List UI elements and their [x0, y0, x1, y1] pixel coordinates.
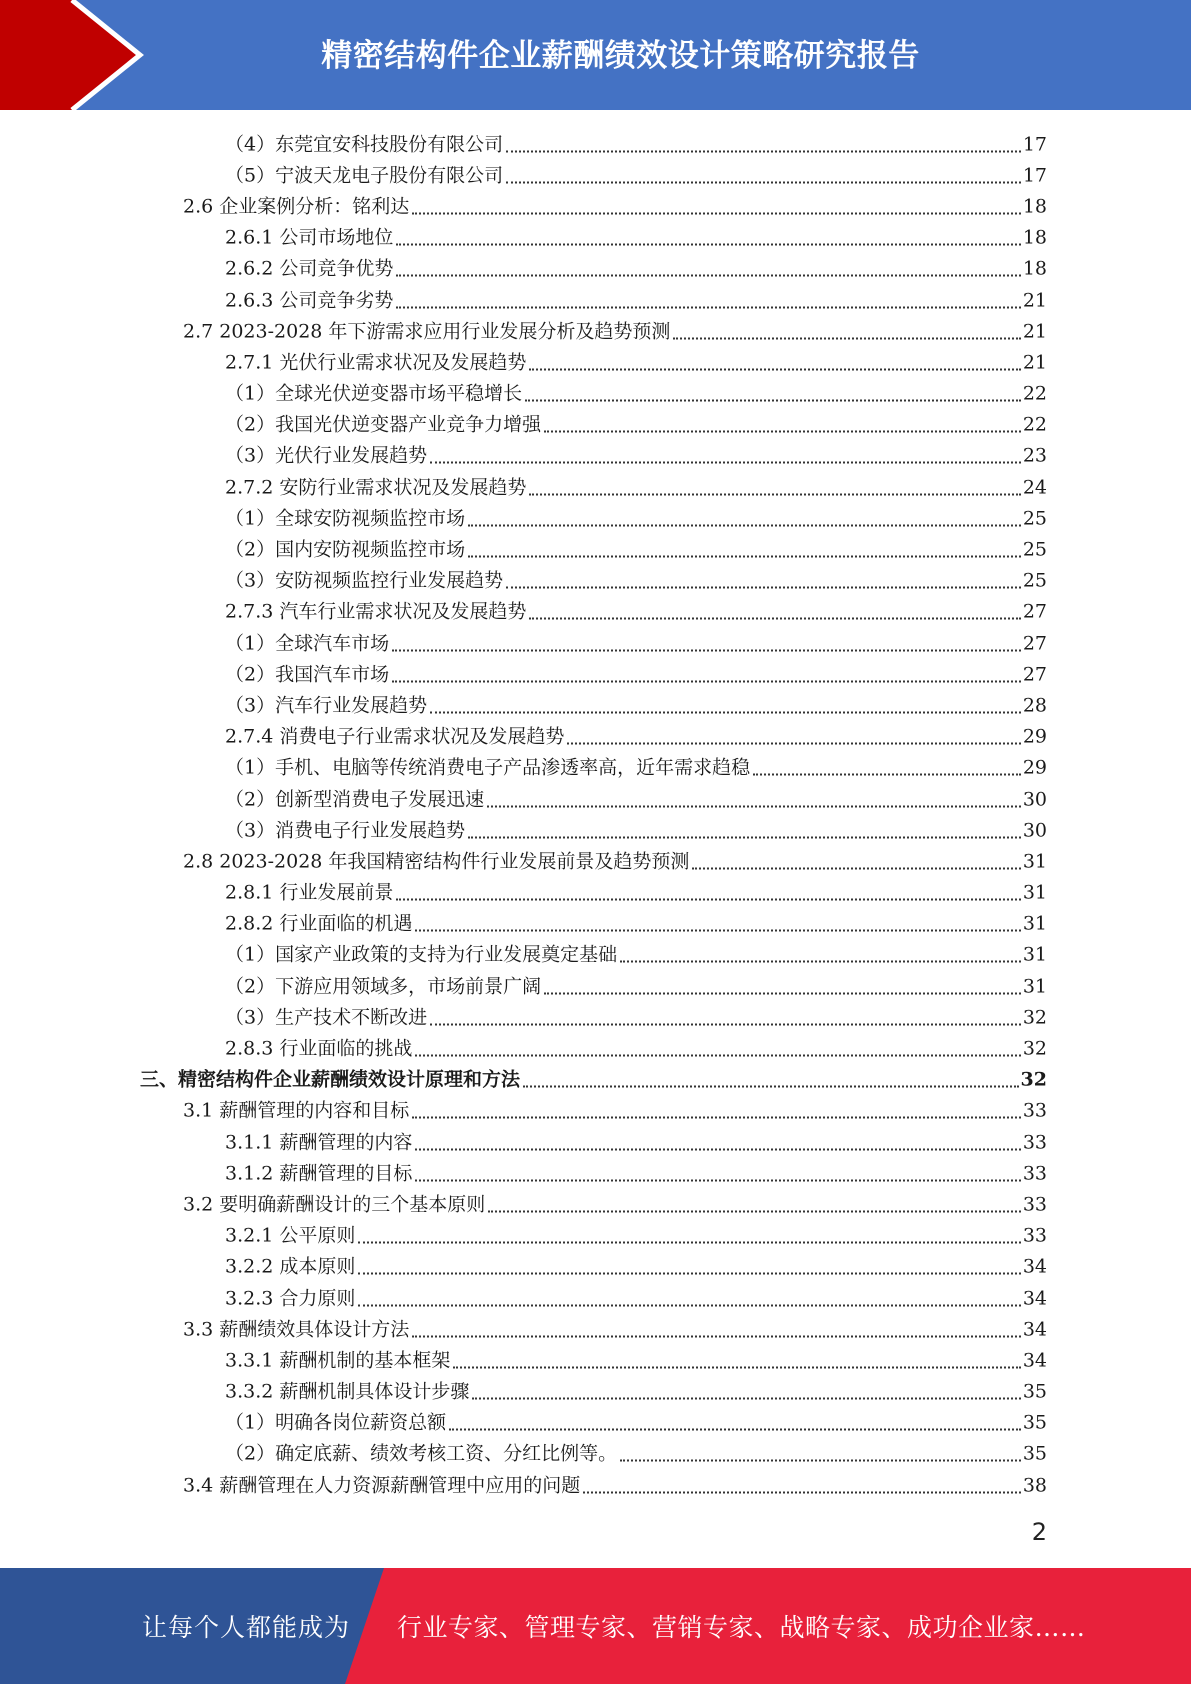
toc-entry-content: [225, 379, 1047, 406]
toc-entry-title: 2.7.3 汽车行业需求状况及发展趋势: [225, 600, 527, 623]
toc-entry-page: 33: [1022, 1099, 1047, 1122]
toc-entry[interactable]: [0, 470, 1191, 501]
toc-entry-content: [225, 753, 1047, 780]
toc-dot-leader: [430, 462, 1021, 464]
toc-entry[interactable]: [0, 938, 1191, 969]
toc-dot-leader: [472, 1398, 1020, 1400]
toc-entry[interactable]: [0, 751, 1191, 782]
toc-entry-content: [225, 1002, 1047, 1029]
toc-entry-page: 32: [1022, 1006, 1047, 1029]
toc-entry-title: （5）宁波天龙电子股份有限公司: [225, 164, 504, 187]
toc-entry-content: [225, 535, 1047, 562]
toc-entry-title: 3.4 薪酬管理在人力资源薪酬管理中应用的问题: [183, 1474, 581, 1497]
toc-entry-page: 30: [1022, 788, 1047, 811]
toc-entry[interactable]: [0, 1187, 1191, 1218]
toc-entry-content: [225, 878, 1047, 905]
toc-entry-page: 27: [1022, 600, 1047, 623]
toc-entry[interactable]: [0, 283, 1191, 314]
toc-entry-title: 3.1.2 薪酬管理的目标: [225, 1162, 413, 1185]
toc-entry[interactable]: [0, 252, 1191, 283]
toc-entry[interactable]: [0, 1031, 1191, 1062]
toc-dot-leader: [415, 1179, 1020, 1181]
toc-dot-leader: [396, 306, 1020, 308]
toc-entry-title: （2）确定底薪、绩效考核工资、分红比例等。: [225, 1442, 618, 1465]
toc-entry[interactable]: [0, 876, 1191, 907]
toc-entry-content: [225, 566, 1047, 593]
toc-dot-leader: [358, 1273, 1020, 1275]
toc-entry-title: （2）我国光伏逆变器产业竞争力增强: [225, 413, 542, 436]
toc-entry-content: [225, 1034, 1047, 1061]
toc-entry-page: 17: [1022, 164, 1047, 187]
toc-entry-page: 24: [1022, 476, 1047, 499]
toc-entry-page: 21: [1022, 289, 1047, 312]
toc-dot-leader: [412, 1117, 1021, 1119]
toc-dot-leader: [396, 244, 1020, 246]
toc-entry-content: [183, 846, 1047, 873]
toc-entry-title: 2.7 2023-2028 年下游需求应用行业发展分析及趋势预测: [183, 320, 671, 343]
toc-entry-page: 23: [1022, 444, 1047, 467]
toc-dot-leader: [523, 1086, 1019, 1088]
toc-entry[interactable]: [0, 377, 1191, 408]
page-header: [0, 0, 1191, 110]
toc-entry-content: [225, 597, 1047, 624]
toc-entry-content: [225, 1283, 1047, 1310]
toc-dot-leader: [358, 1304, 1020, 1306]
toc-dot-leader: [620, 1460, 1021, 1462]
toc-entry[interactable]: [0, 1281, 1191, 1312]
toc-entry-title: 2.6.2 公司竞争优势: [225, 257, 394, 280]
toc-dot-leader: [529, 493, 1020, 495]
toc-entry-content: [183, 1189, 1047, 1216]
toc-entry-content: [183, 1096, 1047, 1123]
toc-dot-leader: [468, 524, 1021, 526]
toc-entry-title: 2.8.3 行业面临的挑战: [225, 1037, 413, 1060]
toc-entry-title: （2）我国汽车市场: [225, 663, 390, 686]
page-footer: [0, 1568, 1191, 1684]
toc-entry-title: （1）手机、电脑等传统消费电子产品渗透率高，近年需求趋稳: [225, 756, 751, 779]
toc-dot-leader: [506, 150, 1021, 152]
toc-entry-content: [225, 1439, 1047, 1466]
toc-entry-page: 29: [1022, 756, 1047, 779]
toc-entry[interactable]: [0, 907, 1191, 938]
toc-entry-content: [225, 503, 1047, 530]
toc-dot-leader: [412, 212, 1021, 214]
toc-entry-title: （2）下游应用领域多，市场前景广阔: [225, 975, 542, 998]
toc-entry[interactable]: [0, 1437, 1191, 1468]
toc-entry-title: 2.6.1 公司市场地位: [225, 226, 394, 249]
toc-entry-title: （3）消费电子行业发展趋势: [225, 819, 466, 842]
toc-entry-page: 33: [1022, 1162, 1047, 1185]
toc-entry-title: （1）全球安防视频监控市场: [225, 507, 466, 530]
toc-entry-content: [225, 690, 1047, 717]
toc-dot-leader: [358, 1242, 1020, 1244]
toc-entry-page: 25: [1022, 569, 1047, 592]
toc-dot-leader: [468, 836, 1021, 838]
toc-entry-title: （3）安防视频监控行业发展趋势: [225, 569, 504, 592]
toc-entry[interactable]: [0, 595, 1191, 626]
toc-entry-content: [140, 1065, 1047, 1092]
toc-entry-page: 25: [1022, 538, 1047, 561]
toc-entry-content: [225, 441, 1047, 468]
toc-dot-leader: [488, 1210, 1021, 1212]
toc-dot-leader: [453, 1366, 1020, 1368]
toc-entry-page: 18: [1022, 226, 1047, 249]
toc-dot-leader: [449, 1429, 1021, 1431]
toc-entry-page: 34: [1022, 1255, 1047, 1278]
toc-entry-title: （1）全球光伏逆变器市场平稳增长: [225, 382, 523, 405]
toc-entry-content: [225, 909, 1047, 936]
toc-entry-content: [183, 1314, 1047, 1341]
toc-dot-leader: [620, 961, 1021, 963]
toc-entry-content: [225, 1345, 1047, 1372]
toc-entry-page: 31: [1022, 975, 1047, 998]
toc-entry[interactable]: [0, 688, 1191, 719]
toc-entry-title: 3.3.1 薪酬机制的基本框架: [225, 1349, 451, 1372]
toc-entry[interactable]: [0, 969, 1191, 1000]
toc-entry-page: 34: [1022, 1287, 1047, 1310]
toc-entry[interactable]: [0, 1468, 1191, 1499]
toc-dot-leader: [753, 774, 1021, 776]
toc-entry-page: 21: [1022, 351, 1047, 374]
toc-entry-page: 34: [1022, 1349, 1047, 1372]
toc-dot-leader: [544, 431, 1021, 433]
toc-entry[interactable]: [0, 782, 1191, 813]
toc-entry-title: （1）明确各岗位薪资总额: [225, 1411, 447, 1434]
toc-entry-title: 3.2 要明确薪酬设计的三个基本原则: [183, 1193, 486, 1216]
toc-entry-page: 31: [1022, 943, 1047, 966]
toc-entry-content: [225, 1158, 1047, 1185]
toc-entry-title: 2.6 企业案例分析：铭利达: [183, 195, 410, 218]
toc-entry[interactable]: [0, 1094, 1191, 1125]
toc-entry-content: [183, 1470, 1047, 1497]
toc-entry[interactable]: [0, 1156, 1191, 1187]
toc-entry-content: [225, 1377, 1047, 1404]
toc-entry-content: [225, 815, 1047, 842]
toc-entry-page: 30: [1022, 819, 1047, 842]
toc-entry-title: （3）汽车行业发展趋势: [225, 694, 428, 717]
toc-entry-title: 2.8.2 行业面临的机遇: [225, 912, 413, 935]
toc-entry[interactable]: [0, 1063, 1191, 1094]
toc-entry-page: 31: [1022, 850, 1047, 873]
toc-entry-title: 3.3 薪酬绩效具体设计方法: [183, 1318, 410, 1341]
toc-dot-leader: [430, 711, 1021, 713]
toc-entry-page: 35: [1022, 1411, 1047, 1434]
toc-entry-title: 3.1.1 薪酬管理的内容: [225, 1131, 413, 1154]
toc-entry-page: 38: [1022, 1474, 1047, 1497]
toc-entry-title: 2.7.1 光伏行业需求状况及发展趋势: [225, 351, 527, 374]
toc-entry-page: 31: [1022, 881, 1047, 904]
toc-entry[interactable]: [0, 1125, 1191, 1156]
toc-entry-page: 32: [1022, 1037, 1047, 1060]
toc-entry[interactable]: [0, 1250, 1191, 1281]
toc-entry-page: 33: [1022, 1193, 1047, 1216]
toc-entry-title: （1）全球汽车市场: [225, 632, 390, 655]
toc-entry[interactable]: [0, 439, 1191, 470]
toc-entry-title: 3.2.1 公平原则: [225, 1224, 356, 1247]
toc-dot-leader: [544, 992, 1021, 994]
toc-dot-leader: [396, 899, 1020, 901]
toc-entry-content: [225, 129, 1047, 156]
toc-entry[interactable]: [0, 844, 1191, 875]
toc-entry[interactable]: [0, 1343, 1191, 1374]
toc-entry-page: 22: [1022, 382, 1047, 405]
toc-entry-content: [183, 316, 1047, 343]
toc-dot-leader: [468, 556, 1021, 558]
toc-entry-title: 3.2.2 成本原则: [225, 1255, 356, 1278]
toc-entry[interactable]: [0, 813, 1191, 844]
toc-entry-page: 17: [1022, 133, 1047, 156]
toc-entry-title: 2.6.3 公司竞争劣势: [225, 289, 394, 312]
toc-entry-content: [225, 472, 1047, 499]
toc-entry[interactable]: [0, 532, 1191, 563]
toc-entry-page: 25: [1022, 507, 1047, 530]
toc-entry-page: 34: [1022, 1318, 1047, 1341]
footer-slogan-left: 让每个人都能成为: [142, 1613, 351, 1642]
toc-entry-title: （3）生产技术不断改进: [225, 1006, 428, 1029]
toc-entry-title: （2）创新型消费电子发展迅速: [225, 788, 485, 811]
toc-entry-page: 22: [1022, 413, 1047, 436]
toc-entry[interactable]: [0, 1219, 1191, 1250]
toc-entry-title: （3）光伏行业发展趋势: [225, 444, 428, 467]
toc-entry-title: 3.1 薪酬管理的内容和目标: [183, 1099, 410, 1122]
toc-entry-page: 29: [1022, 725, 1047, 748]
toc-dot-leader: [692, 867, 1020, 869]
toc-entry-title: 3.3.2 薪酬机制具体设计步骤: [225, 1380, 470, 1403]
toc-dot-leader: [506, 181, 1021, 183]
toc-dot-leader: [529, 618, 1020, 620]
toc-entry-page: 18: [1022, 257, 1047, 280]
toc-entry-content: [225, 223, 1047, 250]
toc-entry-title: 2.7.2 安防行业需求状况及发展趋势: [225, 476, 527, 499]
toc-entry-content: [225, 1127, 1047, 1154]
toc-entry[interactable]: [0, 127, 1191, 158]
toc-entry-page: 27: [1022, 632, 1047, 655]
toc-entry[interactable]: [0, 408, 1191, 439]
toc-dot-leader: [430, 1023, 1021, 1025]
toc-entry-title: 三、精密结构件企业薪酬绩效设计原理和方法: [140, 1068, 521, 1091]
toc-entry[interactable]: [0, 1375, 1191, 1406]
toc-entry-title: 2.7.4 消费电子行业需求状况及发展趋势: [225, 725, 565, 748]
toc-dot-leader: [567, 743, 1020, 745]
toc-entry-title: （4）东莞宜安科技股份有限公司: [225, 133, 504, 156]
toc-entry-page: 33: [1022, 1131, 1047, 1154]
toc-dot-leader: [396, 275, 1020, 277]
toc-entry-content: [225, 659, 1047, 686]
toc-entry[interactable]: [0, 501, 1191, 532]
toc-entry-page: 32: [1020, 1068, 1047, 1091]
toc-entry-title: （2）国内安防视频监控市场: [225, 538, 466, 561]
toc-entry[interactable]: [0, 221, 1191, 252]
table-of-contents: [0, 127, 1191, 1499]
toc-entry[interactable]: [0, 314, 1191, 345]
toc-entry-title: 3.2.3 合力原则: [225, 1287, 356, 1310]
toc-entry-content: [225, 722, 1047, 749]
toc-dot-leader: [415, 1055, 1020, 1057]
toc-entry-content: [225, 1221, 1047, 1248]
toc-entry[interactable]: [0, 564, 1191, 595]
toc-dot-leader: [415, 1148, 1020, 1150]
toc-entry-content: [225, 160, 1047, 187]
toc-entry[interactable]: [0, 1312, 1191, 1343]
toc-entry-title: （1）国家产业政策的支持为行业发展奠定基础: [225, 943, 618, 966]
toc-dot-leader: [392, 649, 1021, 651]
toc-entry[interactable]: [0, 626, 1191, 657]
toc-entry-content: [225, 784, 1047, 811]
toc-entry-content: [225, 254, 1047, 281]
toc-entry-page: 27: [1022, 663, 1047, 686]
toc-entry[interactable]: [0, 158, 1191, 189]
toc-entry[interactable]: [0, 345, 1191, 376]
toc-entry-page: 21: [1022, 320, 1047, 343]
toc-dot-leader: [673, 337, 1020, 339]
toc-entry-title: 2.8.1 行业发展前景: [225, 881, 394, 904]
toc-entry[interactable]: [0, 720, 1191, 751]
toc-entry-content: [225, 971, 1047, 998]
toc-dot-leader: [529, 368, 1020, 370]
toc-entry-content: [225, 628, 1047, 655]
toc-entry-content: [225, 347, 1047, 374]
report-title: 精密结构件企业薪酬绩效设计策略研究报告: [321, 37, 920, 74]
toc-entry-content: [225, 410, 1047, 437]
toc-entry[interactable]: [0, 657, 1191, 688]
toc-entry[interactable]: [0, 189, 1191, 220]
toc-dot-leader: [487, 805, 1021, 807]
toc-entry-page: 18: [1022, 195, 1047, 218]
toc-entry-page: 28: [1022, 694, 1047, 717]
toc-entry-page: 31: [1022, 912, 1047, 935]
footer-slogan-right: 行业专家、管理专家、营销专家、战略专家、成功企业家……: [397, 1613, 1086, 1642]
toc-entry-page: 33: [1022, 1224, 1047, 1247]
toc-dot-leader: [583, 1491, 1021, 1493]
toc-dot-leader: [412, 1335, 1021, 1337]
toc-entry-content: [225, 1252, 1047, 1279]
toc-entry[interactable]: [0, 1406, 1191, 1437]
toc-entry-page: 35: [1022, 1380, 1047, 1403]
toc-entry-content: [225, 285, 1047, 312]
toc-dot-leader: [415, 930, 1020, 932]
page-number: 2: [1031, 1518, 1047, 1546]
toc-dot-leader: [392, 680, 1021, 682]
toc-entry-title: 2.8 2023-2028 年我国精密结构件行业发展前景及趋势预测: [183, 850, 690, 873]
toc-dot-leader: [525, 400, 1021, 402]
toc-entry-content: [225, 940, 1047, 967]
toc-entry-content: [225, 1408, 1047, 1435]
toc-entry[interactable]: [0, 1000, 1191, 1031]
toc-entry-page: 35: [1022, 1442, 1047, 1465]
chevron-arrow-icon: [0, 0, 160, 110]
toc-dot-leader: [506, 587, 1021, 589]
toc-entry-content: [183, 191, 1047, 218]
